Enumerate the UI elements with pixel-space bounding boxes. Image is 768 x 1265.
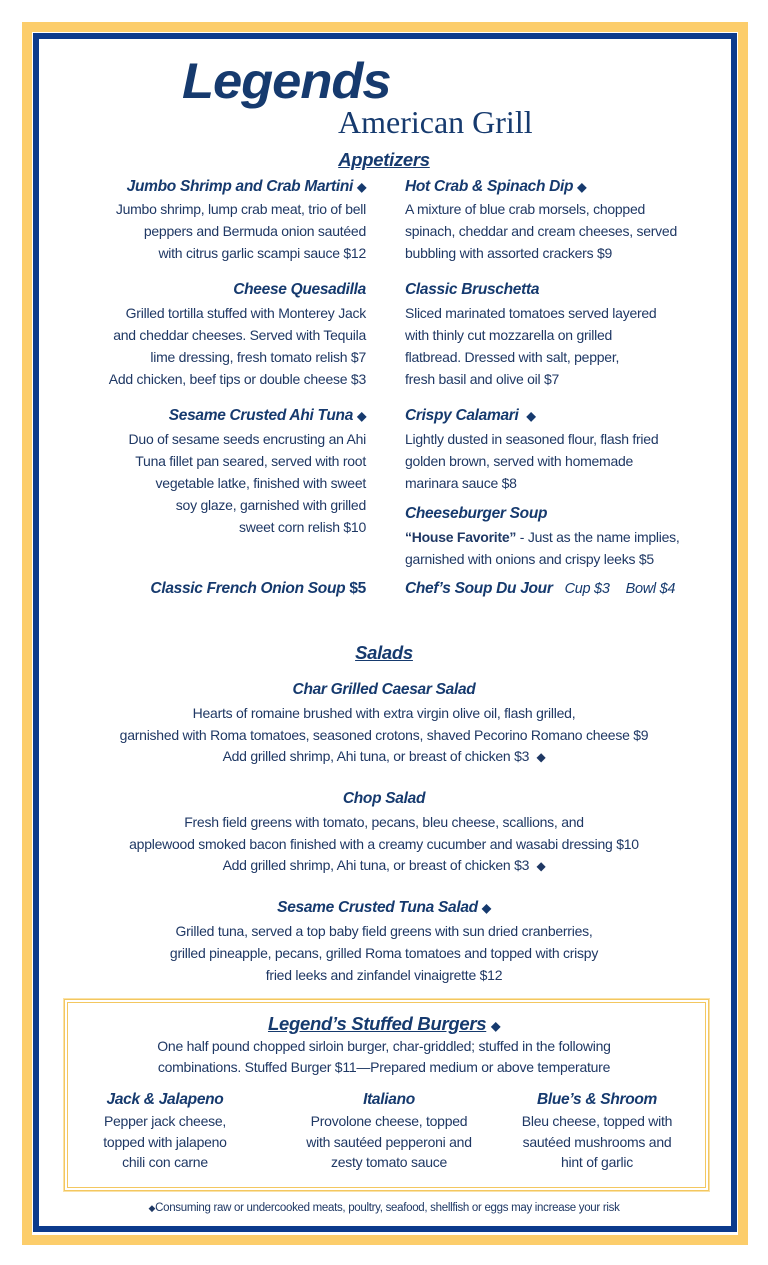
- diamond-icon: ◆: [148, 1203, 156, 1213]
- bowl-price: Bowl $4: [625, 581, 676, 597]
- item-title: Chef’s Soup Du Jour Cup $3 Bowl $4: [405, 580, 676, 597]
- item-title: Classic Bruschetta: [405, 281, 540, 298]
- salad-title: Chop Salad: [342, 790, 426, 807]
- item-desc: “House Favorite” - Just as the name implies, garnished with onions and crispy leeks $5: [405, 529, 680, 567]
- logo-subtitle: American Grill: [338, 104, 533, 140]
- burger-item: [55, 1089, 275, 1173]
- cup-price: Cup $3: [564, 581, 610, 597]
- salad-add: Add grilled shrimp, Ahi tuna, or breast of chicken $3 ◆: [222, 857, 546, 873]
- appetizers-heading: Appetizers: [338, 149, 430, 170]
- item-title: Cheese Quesadilla: [233, 281, 366, 298]
- diamond-icon: ◆: [577, 180, 587, 194]
- burger-desc: Bleu cheese, topped with sautéed mushrooms and hint of garlic: [521, 1113, 673, 1170]
- burger-desc: Pepper jack cheese, topped with jalapeno chili con carne: [103, 1113, 227, 1170]
- diamond-icon: ◆: [536, 750, 546, 764]
- item-desc: Grilled tortilla stuffed with Monterey Jack and cheddar cheeses. Served with Tequila lime dressing, fresh tomato relish $7 Add chicken, beef tips or double cheese $3: [108, 305, 366, 387]
- diamond-icon: ◆: [357, 180, 366, 194]
- salad-add: Add grilled shrimp, Ahi tuna, or breast of chicken $3 ◆: [222, 748, 546, 764]
- burger-item: [487, 1089, 707, 1173]
- diamond-icon: ◆: [481, 901, 491, 915]
- diamond-icon: ◆: [536, 859, 546, 873]
- item-desc: Lightly dusted in seasoned flour, flash fried golden brown, served with homemade marinara sauce $8: [405, 431, 659, 491]
- item-desc: Duo of sesame seeds encrusting an Ahi Tuna fillet pan seared, served with root vegetable latke, finished with sweet soy glaze, garnished with grilled sweet corn relish $10: [128, 431, 366, 535]
- diamond-icon: ◆: [491, 1019, 501, 1033]
- salad-desc: Hearts of romaine brushed with extra virgin olive oil, flash grilled, garnished with Roma tomatoes, seasoned crotons, shaved Pecorino Romano cheese $9: [119, 705, 649, 743]
- item-price: $5: [349, 580, 366, 597]
- item-title: Classic French Onion Soup $5: [150, 580, 366, 597]
- burgers-desc: One half pound chopped sirloin burger, char-griddled; stuffed in the following combinations. Stuffed Burger $11—Prepared medium or above temperature: [157, 1038, 611, 1075]
- item-title: Hot Crab & Spinach Dip ◆: [405, 178, 587, 195]
- item-title: Cheeseburger Soup: [405, 505, 548, 522]
- salad-desc: Fresh field greens with tomato, pecans, bleu cheese, scallions, and applewood smoked bacon finished with a creamy cucumber and wasabi dressing $10: [129, 814, 639, 852]
- burger-title: Italiano: [363, 1091, 415, 1108]
- salads-heading: Salads: [355, 642, 413, 663]
- item-desc: A mixture of blue crab morsels, chopped spinach, cheddar and cream cheeses, served bubbling with assorted crackers $9: [405, 201, 677, 261]
- logo-legends: Legends: [182, 53, 391, 109]
- burger-desc: Provolone cheese, topped with sautéed pepperoni and zesty tomato sauce: [306, 1113, 472, 1170]
- salad-desc: Grilled tuna, served a top baby field greens with sun dried cranberries, grilled pineapple, pecans, grilled Roma tomatoes and topped with crispy fried leeks and zinfandel vinaigrette $12: [169, 923, 599, 983]
- burgers-heading: Legend’s Stuffed Burgers ◆: [267, 1013, 501, 1034]
- diamond-icon: ◆: [526, 409, 536, 423]
- salad-title: Char Grilled Caesar Salad: [292, 681, 476, 698]
- salad-title: Sesame Crusted Tuna Salad ◆: [277, 899, 491, 916]
- diamond-icon: ◆: [357, 409, 366, 423]
- burger-title: Blue’s & Shroom: [536, 1091, 658, 1108]
- item-title: Crispy Calamari ◆: [405, 407, 536, 424]
- item-title: Sesame Crusted Ahi Tuna ◆: [168, 407, 366, 424]
- item-desc: Sliced marinated tomatoes served layered with thinly cut mozzarella on grilled flatbread. Dressed with salt, pepper, fresh basil and olive oil $7: [405, 305, 657, 387]
- burger-title: Jack & Jalapeno: [106, 1091, 224, 1108]
- item-desc: Jumbo shrimp, lump crab meat, trio of bell peppers and Bermuda onion sautéed with citrus garlic scampi sauce $12: [115, 201, 366, 261]
- footer-disclaimer: ◆Consuming raw or undercooked meats, poultry, seafood, shellfish or eggs may increase your risk: [148, 1202, 620, 1214]
- burger-item: [279, 1089, 499, 1173]
- item-title: Jumbo Shrimp and Crab Martini ◆: [126, 178, 366, 195]
- house-favorite-tag: “House Favorite”: [405, 529, 517, 545]
